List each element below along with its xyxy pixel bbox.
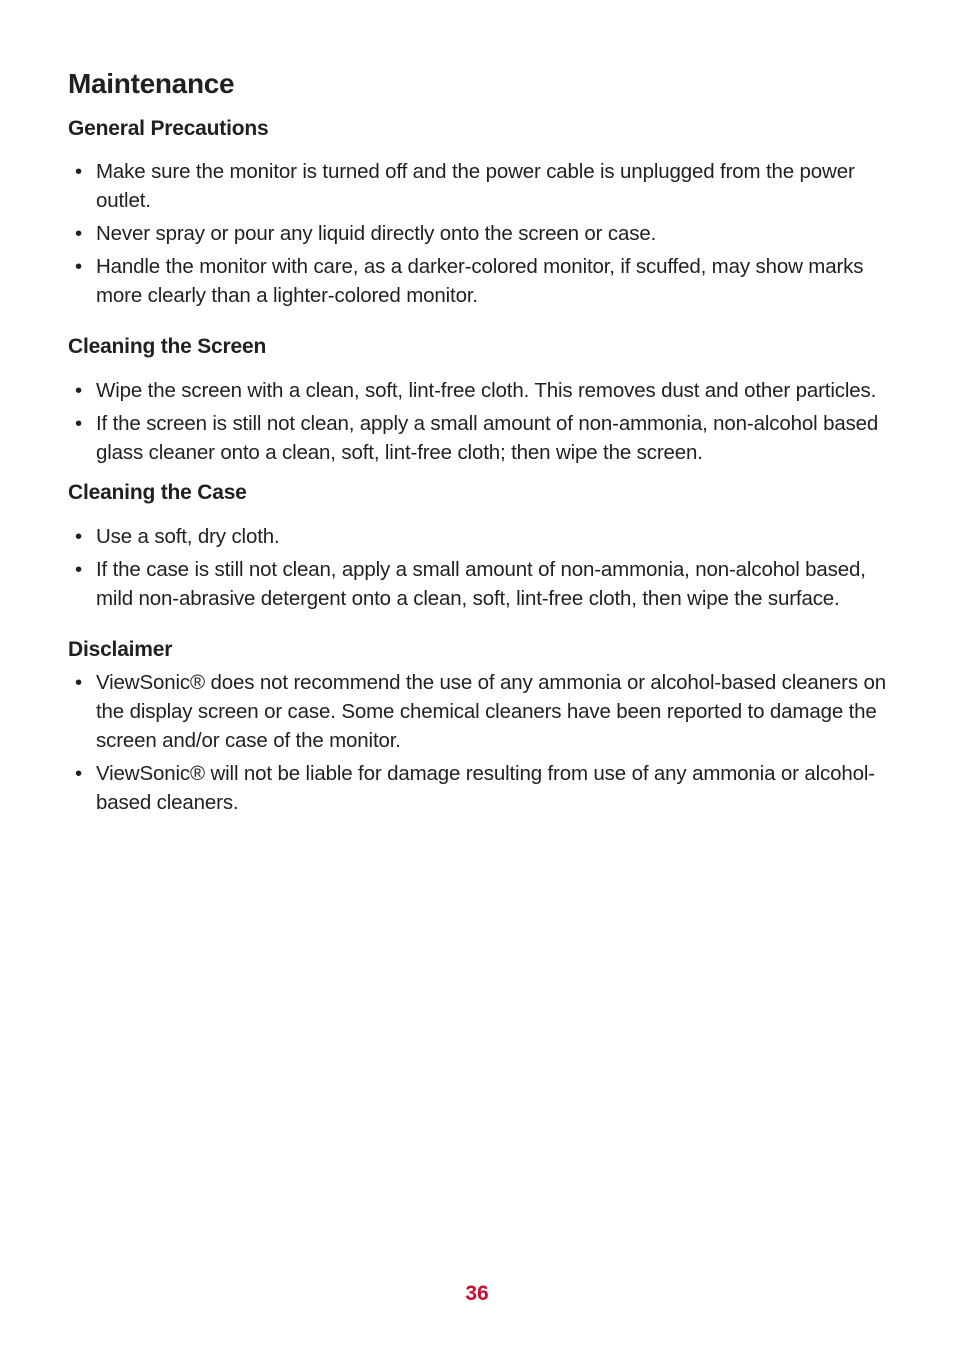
section-disclaimer [68,635,888,817]
list-item [68,157,888,215]
section-heading: Cleaning the Case [68,481,247,504]
bullet-icon: • [75,412,83,435]
list-item [68,668,888,755]
list-item-text: Make sure the monitor is turned off and the power cable is unplugged from the power outlet. [96,160,855,212]
list-item-text: Handle the monitor with care, as a darker-colored monitor, if scuffed, may show marks more clearly than a lighter-colored monitor. [96,255,864,307]
list-item [68,759,888,817]
section-general-precautions [68,114,888,310]
bullet-list [68,668,888,817]
list-item [68,376,888,405]
bullet-icon: • [75,525,83,548]
bullet-list [68,157,888,310]
page-title: Maintenance [68,68,235,99]
bullet-icon: • [75,558,83,581]
list-item-text: ViewSonic® will not be liable for damage resulting from use of any ammonia or alcohol-based cleaners. [96,762,875,814]
bullet-list [68,376,888,467]
section-heading: Cleaning the Screen [68,335,267,358]
document-page [68,64,888,817]
list-item-text: ViewSonic® does not recommend the use of any ammonia or alcohol-based cleaners on the display screen or case. Some chemical cleaners have been reported to damage the screen and/or case of the monitor. [96,671,887,752]
section-cleaning-case [68,478,888,613]
page-number: 36 [465,1282,489,1305]
list-item-text: If the case is still not clean, apply a small amount of non-ammonia, non-alcohol based, mild non-abrasive detergent onto a clean, soft, lint-free cloth, then wipe the surface. [96,558,866,610]
list-item [68,252,888,310]
list-item-text: Wipe the screen with a clean, soft, lint-free cloth. This removes dust and other particles. [96,379,877,402]
section-heading: Disclaimer [68,638,173,661]
list-item-text: Never spray or pour any liquid directly onto the screen or case. [96,222,657,245]
bullet-icon: • [75,671,83,694]
bullet-icon: • [75,222,83,245]
bullet-list [68,522,888,613]
section-cleaning-screen [68,332,888,467]
list-item [68,555,888,613]
list-item [68,409,888,467]
list-item [68,219,888,248]
list-item [68,522,888,551]
section-heading: General Precautions [68,117,269,140]
bullet-icon: • [75,160,83,183]
list-item-text: If the screen is still not clean, apply a small amount of non-ammonia, non-alcohol based glass cleaner onto a clean, soft, lint-free cloth; then wipe the screen. [96,412,879,464]
list-item-text: Use a soft, dry cloth. [96,525,280,548]
bullet-icon: • [75,255,83,278]
bullet-icon: • [75,379,83,402]
bullet-icon: • [75,762,83,785]
